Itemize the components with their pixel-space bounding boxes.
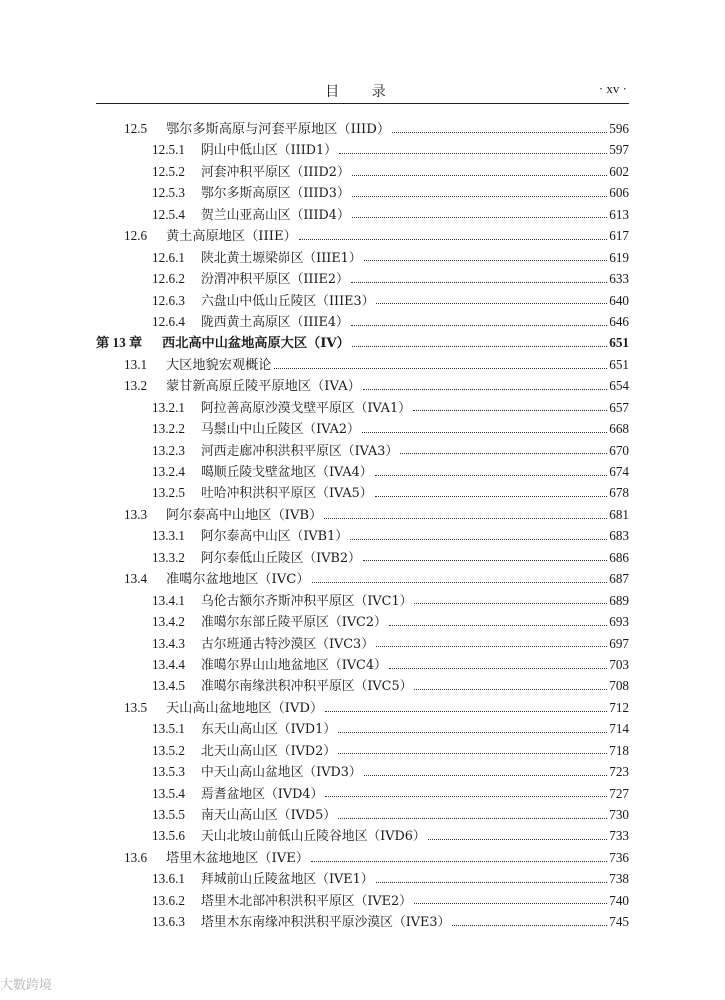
dot-leader [413,409,607,411]
toc-entry-page: 670 [609,442,629,458]
header-title: 目 录 [325,84,400,100]
toc-entry-number: 12.5.4 [152,206,185,222]
toc-entry-page: 727 [609,785,629,801]
toc-entry-section [96,504,629,525]
toc-entry-sub [96,633,629,654]
toc-entry-number: 13.6.1 [152,871,185,887]
toc-entry-title: 河套冲积平原区（IIID2） [201,164,350,180]
toc-entry-sub [96,418,629,439]
toc-entry-title: 鄂尔多斯高原与河套平原地区（IIID） [166,122,391,137]
header-page-number: · xv · [598,81,627,96]
toc-entry-title: 拜城前山丘陵盆地区（IVE1） [201,872,374,888]
dot-leader [414,602,607,604]
toc-entry-page: 606 [609,185,629,201]
toc-entry-title: 北天山高山区（IVD2） [201,743,337,759]
toc-entry-sub [96,461,629,482]
dot-leader [376,645,607,647]
dot-leader [400,452,607,454]
toc-entry-page: 657 [609,399,629,415]
toc-entry-sub [96,911,629,932]
toc-entry-number: 第 13 章 [96,335,143,351]
toc-entry-title: 陇西黄土高原区（IIIE4） [201,314,349,330]
toc-entry-section [96,354,629,375]
toc-entry-page: 740 [609,892,629,908]
toc-entry-page: 718 [609,742,629,758]
toc-entry-sub [96,740,629,761]
toc-entry-page: 703 [609,656,629,672]
toc-entry-number: 13.3 [124,506,148,522]
toc-entry-number: 13.4.3 [152,635,185,651]
toc-entry-title: 东天山高山区（IVD1） [201,722,337,738]
toc-entry-section [96,375,629,396]
toc-entry-title: 塔里木北部冲积洪积平原区（IVE2） [201,893,412,909]
toc-entry-title: 准噶尔东部丘陵平原区（IVC2） [201,615,387,631]
dot-leader [352,216,607,218]
toc-entry-number: 12.5.2 [152,163,185,179]
toc-entry-title: 天山高山盆地地区（IVD） [166,700,324,716]
toc-entry-number: 12.6 [124,228,148,244]
toc-entry-number: 13.2.5 [152,485,185,501]
toc-entry-section [96,568,629,589]
toc-entry-title: 阴山中低山区（IIID1） [201,143,337,159]
dot-leader [338,817,607,819]
toc-entry-page: 738 [609,871,629,887]
toc-entry-page: 617 [609,228,629,244]
toc-entry-number: 13.5.4 [152,785,185,801]
toc-entry-sub [96,890,629,911]
toc-entry-page: 712 [609,699,629,715]
toc-entry-page: 686 [609,549,629,565]
toc-entry-number: 13.5.3 [152,764,185,780]
dot-leader [352,195,607,197]
toc-entry-title: 准噶尔南缘洪积冲积平原区（IVC5） [201,679,413,695]
toc-entry-title: 六盘山中低山丘陵区（IIIE3） [201,293,375,309]
toc-entry-number: 13.5.1 [152,721,185,737]
toc-entry-title: 塔里木东南缘冲积洪积平原沙漠区（IVE3） [201,915,451,931]
toc-entry-number: 13.6 [124,849,148,865]
toc-entry-sub [96,311,629,332]
toc-entry-page: 613 [609,206,629,222]
dot-leader [350,538,607,540]
toc-entry-number: 13.2.3 [152,442,185,458]
toc-entry-page: 697 [609,635,629,651]
toc-entry-title: 阿尔泰高中山区（IVB1） [201,529,349,545]
dot-leader [452,924,607,926]
dot-leader [351,324,607,326]
toc-entry-title: 南天山高山区（IVD5） [201,808,337,823]
toc-entry-page: 596 [609,121,629,136]
toc-entry-page: 597 [609,142,629,158]
toc-entry-sub [96,525,629,546]
toc-entry-section [96,847,629,868]
toc-entry-number: 12.6.4 [152,313,185,329]
toc-entry-section [96,118,629,139]
dot-leader [364,259,608,261]
toc-entry-number: 12.5.3 [152,185,185,201]
toc-entry-number: 13.4.5 [152,678,185,694]
toc-entry-page: 693 [609,614,629,630]
dot-leader [338,752,607,754]
toc-entry-title: 西北高中山盆地高原大区（IV） [162,336,350,352]
dot-leader [325,795,607,797]
toc-entry-sub [96,440,629,461]
toc-entry-title: 天山北坡山前低山丘陵谷地区（IVD6） [201,829,426,845]
dot-leader [339,152,607,154]
toc-entry-title: 鄂尔多斯高原区（IIID3） [201,186,350,202]
toc-entry-number: 13.4.4 [152,656,185,672]
toc-entry-page: 633 [609,271,629,287]
dot-leader [299,238,607,240]
toc-entry-section [96,225,629,246]
toc-entry-sub [96,868,629,889]
toc-entry-sub [96,247,629,268]
toc-entry-sub [96,654,629,675]
toc-entry-page: 640 [609,292,629,308]
toc-entry-sub [96,718,629,739]
page-header [96,81,629,104]
toc-entry-sub [96,397,629,418]
toc-entry-sub [96,161,629,182]
toc-entry-title: 阿拉善高原沙漠戈壁平原区（IVA1） [201,400,411,416]
toc-entry-sub [96,204,629,225]
dot-leader [414,688,607,690]
toc-entry-sub [96,268,629,289]
toc-entry-sub [96,825,629,846]
toc-entry-title: 阿尔泰高中山地区（IVB） [166,507,323,523]
toc-entry-page: 714 [609,721,629,737]
toc-entry-sub [96,182,629,203]
dot-leader [414,902,607,904]
dot-leader [363,559,607,561]
toc-entry-sub [96,804,629,825]
toc-entry-title: 汾渭冲积平原区（IIIE2） [201,272,349,288]
toc-entry-sub [96,590,629,611]
toc-entry-number: 13.2 [124,378,148,394]
toc-entry-page: 708 [609,678,629,694]
toc-entry-sub [96,783,629,804]
toc-entry-number: 12.6.1 [152,249,185,265]
toc-entry-page: 736 [609,849,629,865]
dot-leader [324,517,607,519]
toc-entry-title: 准噶尔界山山地盆地区（IVC4） [201,657,387,673]
dot-leader [375,474,608,476]
toc-entry-title: 乌伦古额尔齐斯冲积平原区（IVC1） [201,593,413,609]
toc-entry-title: 噶顺丘陵戈壁盆地区（IVA4） [201,465,373,480]
dot-leader [325,710,607,712]
toc-entry-page: 654 [609,378,629,394]
toc-entry-sub [96,761,629,782]
toc-entry-title: 阿尔泰低山丘陵区（IVB2） [201,550,361,566]
toc-entry-page: 733 [609,828,629,844]
dot-leader [311,860,607,862]
toc-entry-page: 683 [609,528,629,544]
toc-entry-page: 651 [609,335,629,351]
toc-entry-number: 13.4 [124,571,148,587]
toc-entry-number: 13.3.2 [152,549,185,565]
toc-entry-page: 674 [609,464,629,479]
toc-entry-page: 689 [609,592,629,608]
toc-entry-sub [96,139,629,160]
dot-leader [376,302,607,304]
dot-leader [389,624,607,626]
toc-entry-title: 贺兰山亚高山区（IIID4） [201,207,350,223]
toc-entry-number: 12.5 [124,121,148,136]
toc-entry-title: 焉耆盆地区（IVD4） [201,786,324,802]
dot-leader [364,774,608,776]
dot-leader [352,174,607,176]
toc-entry-number: 13.2.1 [152,399,185,415]
toc-entry-page: 678 [609,485,629,501]
toc-entry-number: 13.5 [124,699,148,715]
toc-entry-number: 13.5.5 [152,807,185,822]
dot-leader [312,581,608,583]
toc-entry-title: 古尔班通古特沙漠区（IVC3） [201,636,374,652]
toc-entry-page: 745 [609,914,629,930]
toc-entry-page: 723 [609,764,629,780]
dot-leader [389,667,607,669]
toc-entry-page: 619 [609,249,629,265]
toc-entry-number: 13.6.2 [152,892,185,908]
toc-entry-sub [96,611,629,632]
toc-entry-title: 河西走廊冲积洪积平原区（IVA3） [201,443,399,459]
toc-entry-number: 13.2.2 [152,421,185,437]
dot-leader [392,131,607,133]
toc-entry-page: 602 [609,163,629,179]
toc-entry-title: 准噶尔盆地地区（IVC） [166,572,310,588]
toc-entry-number: 13.4.2 [152,614,185,630]
dot-leader [375,495,608,497]
toc-entry-number: 13.4.1 [152,592,185,608]
toc-entry-title: 塔里木盆地地区（IVE） [166,850,310,866]
dot-leader [352,345,607,347]
toc-entry-title: 马鬃山中山丘陵区（IVA2） [201,422,360,438]
toc-entry-number: 13.6.3 [152,914,185,930]
dot-leader [338,731,607,733]
toc-entry-number: 13.1 [124,356,148,372]
toc-entry-title: 中天山高山盆地区（IVD3） [201,765,362,781]
toc-entry-section [96,697,629,718]
toc-entry-title: 陕北黄土塬梁峁区（IIIE1） [201,250,362,266]
toc-entry-title: 大区地貌宏观概论 [166,357,272,373]
toc-entry-number: 13.3.1 [152,528,185,544]
toc-entry-sub [96,675,629,696]
toc-entry-page: 687 [609,571,629,587]
toc-entry-number: 12.6.3 [152,292,185,308]
toc-entry-sub [96,482,629,503]
toc-entry-number: 13.5.2 [152,742,185,758]
watermark: 大數跨境 [0,978,53,993]
dot-leader [363,388,607,390]
toc-entry-page: 651 [609,356,629,372]
table-of-contents [96,118,629,933]
toc-entry-number: 13.5.6 [152,828,185,844]
dot-leader [274,367,608,369]
toc-entry-number: 12.5.1 [152,142,185,158]
toc-entry-page: 730 [609,807,629,822]
toc-entry-page: 681 [609,506,629,522]
toc-entry-page: 668 [609,421,629,437]
toc-entry-number: 12.6.2 [152,271,185,287]
toc-entry-title: 蒙甘新高原丘陵平原地区（IVA） [166,379,361,395]
dot-leader [362,431,607,433]
toc-entry-page: 646 [609,313,629,329]
toc-entry-number: 13.2.4 [152,464,185,479]
toc-entry-title: 黄土高原地区（IIIE） [166,229,297,245]
toc-entry-sub [96,547,629,568]
dot-leader [376,881,608,883]
toc-entry-chapter [96,332,629,353]
dot-leader [428,838,608,840]
dot-leader [351,281,607,283]
toc-entry-sub [96,290,629,311]
toc-entry-title: 吐哈冲积洪积平原区（IVA5） [201,486,373,502]
